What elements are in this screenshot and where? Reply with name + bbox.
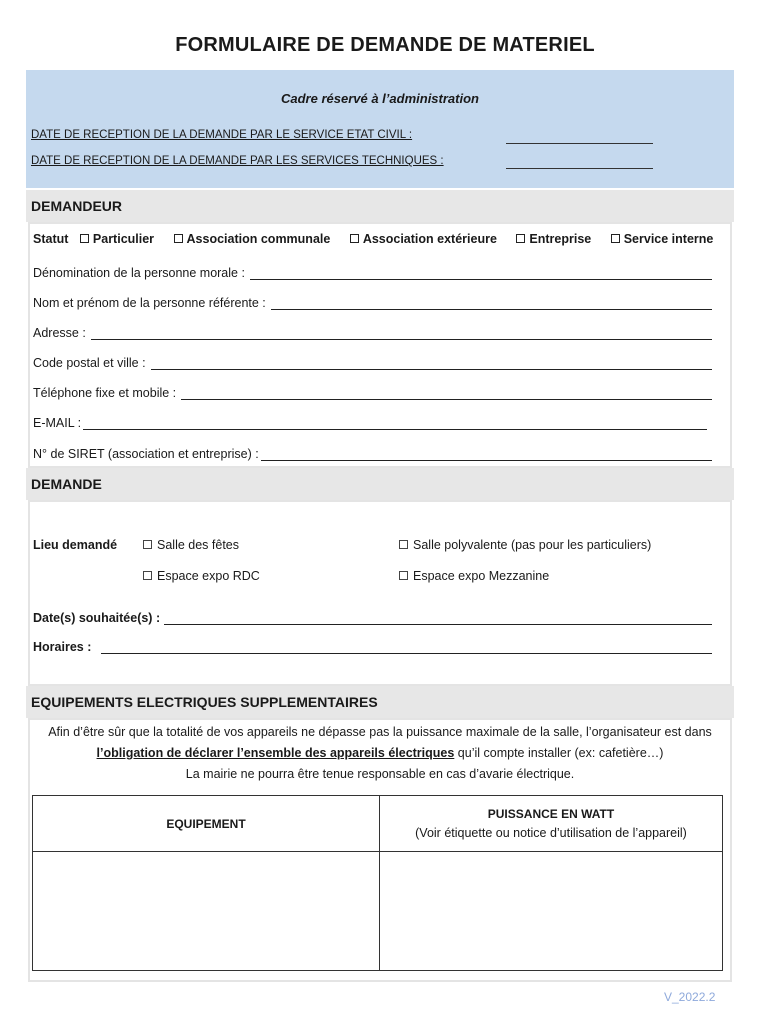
checkbox-icon[interactable] <box>399 540 408 549</box>
demandeur-box <box>28 222 732 468</box>
equipements-table <box>32 795 723 971</box>
telephone-field[interactable]: Téléphone fixe et mobile : <box>33 386 712 400</box>
dates-souhaitees-line[interactable] <box>164 613 712 625</box>
equipements-notice: Afin d’être sûr que la totalité de vos appareils ne dépasse pas la puissance maximale de la salle, l’organisateur est dans l’obligation de déclarer l’ensemble des appareils électriques qu’il compte installer (ex: cafetière…) La mairie ne pourra être tenue responsable en cas d’avarie électrique. <box>48 725 712 781</box>
reception-services-techniques-label: DATE DE RECEPTION DE LA DEMANDE PAR LES SERVICES TECHNIQUES : <box>31 155 444 167</box>
lieu-salle-polyvalente[interactable]: Salle polyvalente (pas pour les particuliers) <box>399 538 651 552</box>
reception-etat-civil-label: DATE DE RECEPTION DE LA DEMANDE PAR LE SERVICE ETAT CIVIL : <box>31 129 413 141</box>
denomination-line[interactable] <box>250 268 712 280</box>
column-header-puissance: PUISSANCE EN WATT (Voir étiquette ou notice d’utilisation de l’appareil) <box>380 796 723 852</box>
adresse-line[interactable] <box>91 328 712 340</box>
code-postal-ville-line[interactable] <box>151 358 712 370</box>
referent-name-field[interactable]: Nom et prénom de la personne référente : <box>33 296 712 310</box>
version-label: V_2022.2 <box>664 990 716 1004</box>
page-title: FORMULAIRE DE DEMANDE DE MATERIEL <box>175 34 595 56</box>
statut-association-exterieure[interactable]: Association extérieure <box>350 232 505 246</box>
statut-association-communale[interactable]: Association communale <box>174 232 339 246</box>
equipements-heading: EQUIPEMENTS ELECTRIQUES SUPPLEMENTAIRES <box>26 686 734 718</box>
admin-section <box>26 70 734 188</box>
checkbox-icon[interactable] <box>80 234 89 243</box>
lieu-espace-expo-mezzanine[interactable]: Espace expo Mezzanine <box>399 569 549 583</box>
reception-services-techniques-line[interactable] <box>506 168 653 169</box>
checkbox-icon[interactable] <box>611 234 620 243</box>
lieu-label: Lieu demandé <box>33 538 118 552</box>
checkbox-icon[interactable] <box>143 540 152 549</box>
code-postal-ville-field[interactable]: Code postal et ville : <box>33 356 712 370</box>
dates-souhaitees-field[interactable]: Date(s) souhaitée(s) : <box>33 611 712 625</box>
statut-row <box>33 232 721 246</box>
horaires-field[interactable]: Horaires : <box>33 640 712 654</box>
statut-particulier[interactable]: Particulier <box>80 232 162 246</box>
checkbox-icon[interactable] <box>516 234 525 243</box>
adresse-field[interactable]: Adresse : <box>33 326 712 340</box>
telephone-line[interactable] <box>181 388 712 400</box>
lieu-salle-des-fetes[interactable]: Salle des fêtes <box>143 538 239 552</box>
horaires-line[interactable] <box>101 642 712 654</box>
referent-name-line[interactable] <box>271 298 712 310</box>
denomination-field[interactable]: Dénomination de la personne morale : <box>33 266 712 280</box>
statut-service-interne[interactable]: Service interne <box>611 232 722 246</box>
email-field[interactable]: E-MAIL : <box>33 416 707 430</box>
equipement-cell[interactable] <box>33 852 380 971</box>
demande-heading: DEMANDE <box>26 468 734 500</box>
email-line[interactable] <box>83 418 707 430</box>
checkbox-icon[interactable] <box>174 234 183 243</box>
admin-heading: Cadre réservé à l’administration <box>281 91 479 106</box>
checkbox-icon[interactable] <box>143 571 152 580</box>
statut-label: Statut <box>33 232 69 246</box>
statut-entreprise[interactable]: Entreprise <box>516 232 599 246</box>
siret-line[interactable] <box>261 449 712 461</box>
checkbox-icon[interactable] <box>350 234 359 243</box>
reception-etat-civil-line[interactable] <box>506 143 653 144</box>
demandeur-heading: DEMANDEUR <box>26 190 734 222</box>
demande-box <box>28 500 732 686</box>
siret-field[interactable]: N° de SIRET (association et entreprise) : <box>33 447 712 461</box>
checkbox-icon[interactable] <box>399 571 408 580</box>
column-header-equipement: EQUIPEMENT <box>33 796 380 852</box>
lieu-espace-expo-rdc[interactable]: Espace expo RDC <box>143 569 260 583</box>
puissance-cell[interactable] <box>380 852 723 971</box>
